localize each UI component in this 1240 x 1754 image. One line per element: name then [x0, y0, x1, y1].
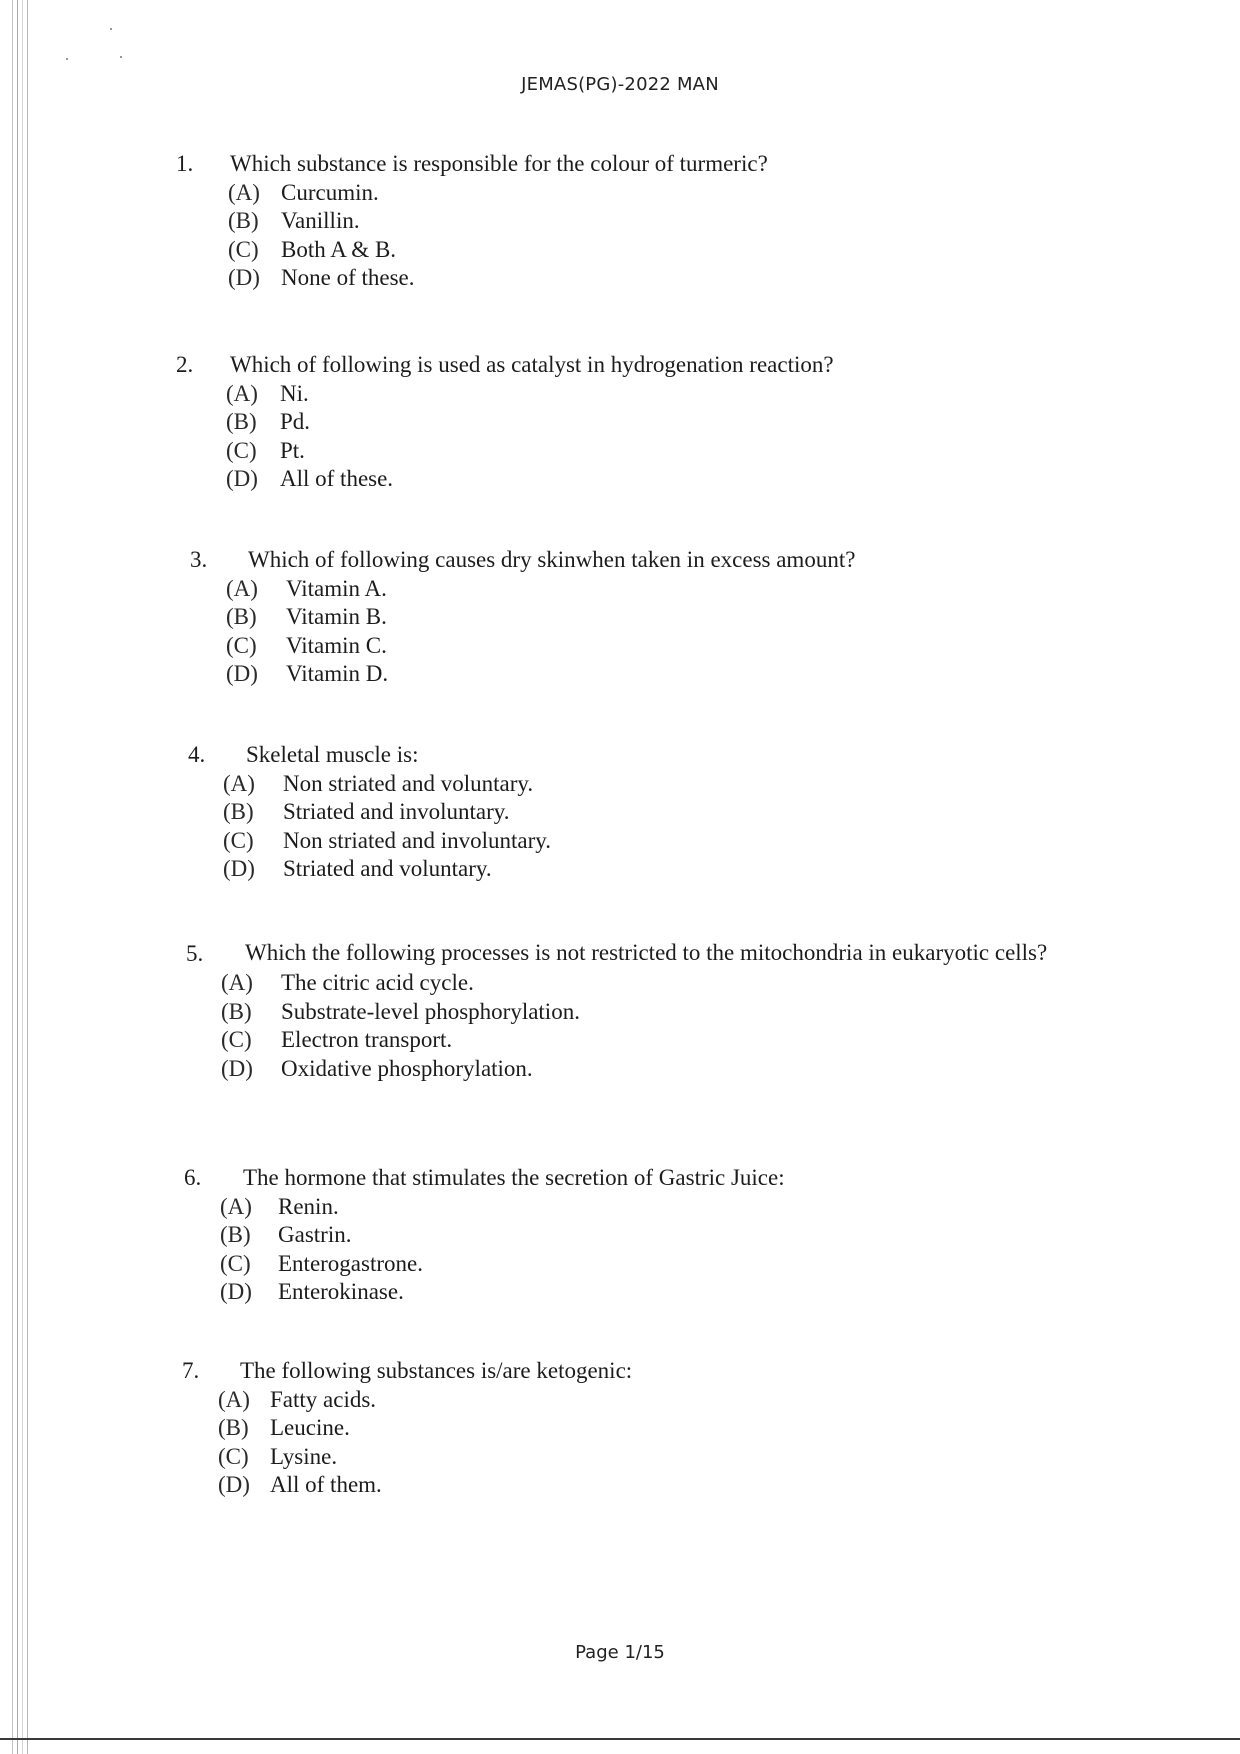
question-stem	[176, 150, 1096, 179]
option-letter: (C)	[226, 437, 257, 463]
option-letter: (A)	[226, 575, 258, 601]
option-letter: (B)	[220, 1222, 251, 1247]
option-c	[220, 1250, 1104, 1279]
option-a	[218, 1386, 1102, 1415]
option-b	[226, 603, 1110, 632]
option-letter: (A)	[223, 770, 255, 796]
question-stem	[184, 1164, 1104, 1193]
option-text: Leucine.	[270, 1415, 350, 1440]
option-text: All of these.	[280, 466, 394, 491]
question-1	[176, 150, 1096, 293]
option-letter: (D)	[220, 1279, 252, 1304]
question-text: The hormone that stimulates the secretion of Gastric Juice:	[243, 1165, 785, 1190]
option-b	[226, 408, 1096, 437]
option-text: Renin.	[278, 1193, 339, 1219]
question-stem	[176, 351, 1096, 380]
scan-binding-edge	[0, 0, 40, 1754]
option-letter: (A)	[228, 179, 260, 205]
scan-speck	[120, 56, 122, 58]
option-list	[176, 179, 1096, 293]
option-text: Oxidative phosphorylation.	[281, 1055, 533, 1081]
option-text: Pd.	[280, 409, 311, 434]
question-text: The following substances is/are ketogenic:	[240, 1358, 633, 1383]
option-b	[220, 1221, 1104, 1250]
option-list	[182, 1386, 1102, 1500]
option-text: Non striated and voluntary.	[283, 770, 534, 796]
question-6	[184, 1164, 1104, 1307]
question-number: 6.	[184, 1165, 202, 1190]
option-letter: (B)	[218, 1415, 249, 1440]
question-text: Skeletal muscle is:	[246, 742, 419, 767]
option-text: Ni.	[280, 380, 309, 406]
question-number: 3.	[190, 547, 208, 572]
option-text: Vitamin D.	[286, 661, 389, 686]
option-d	[220, 1278, 1104, 1307]
option-list	[184, 1193, 1104, 1307]
option-letter: (B)	[228, 208, 259, 233]
option-text: Vitamin C.	[286, 632, 387, 658]
option-d	[223, 855, 1108, 884]
question-number: 1.	[176, 151, 194, 176]
option-text: The citric acid cycle.	[281, 970, 474, 995]
option-letter: (A)	[220, 1193, 252, 1219]
option-c	[221, 1026, 1106, 1055]
option-text: Gastrin.	[278, 1222, 352, 1247]
question-text: Which substance is responsible for the colour of turmeric?	[230, 151, 768, 176]
option-letter: (D)	[218, 1472, 250, 1497]
option-text: Enterogastrone.	[278, 1250, 423, 1276]
option-d	[226, 465, 1096, 494]
option-c	[218, 1443, 1102, 1472]
option-letter: (C)	[220, 1250, 251, 1276]
scan-speck	[110, 28, 112, 30]
option-c	[226, 437, 1096, 466]
question-number: 2.	[176, 352, 194, 377]
option-text: Both A & B.	[281, 236, 397, 262]
option-letter: (A)	[218, 1386, 250, 1412]
option-a	[226, 575, 1110, 604]
option-list	[188, 770, 1108, 884]
option-b	[223, 798, 1108, 827]
option-text: None of these.	[281, 265, 415, 290]
option-letter: (D)	[228, 265, 260, 290]
option-d	[226, 660, 1110, 689]
question-stem	[186, 940, 1106, 969]
option-text: Non striated and involuntary.	[283, 827, 552, 853]
question-5	[186, 940, 1106, 1083]
question-number: 5.	[186, 941, 204, 966]
question-stem	[190, 546, 1110, 575]
question-3	[190, 546, 1110, 689]
option-letter: (C)	[226, 632, 257, 658]
option-text: Striated and voluntary.	[283, 856, 492, 881]
option-text: Enterokinase.	[278, 1279, 404, 1304]
scan-speck	[66, 58, 68, 60]
option-d	[221, 1055, 1106, 1084]
option-a	[220, 1193, 1104, 1222]
option-text: Lysine.	[270, 1443, 338, 1469]
option-text: Vanillin.	[281, 208, 360, 233]
option-d	[228, 264, 1096, 293]
option-a	[223, 770, 1108, 799]
option-list	[186, 969, 1106, 1083]
option-text: Electron transport.	[281, 1027, 453, 1052]
option-d	[218, 1471, 1102, 1500]
option-text: Curcumin.	[281, 179, 379, 205]
option-text: All of them.	[270, 1472, 382, 1497]
scan-bottom-edge	[0, 1738, 1240, 1740]
option-text: Fatty acids.	[270, 1386, 377, 1412]
question-4	[188, 741, 1108, 884]
option-letter: (D)	[226, 466, 258, 491]
option-letter: (B)	[221, 998, 252, 1024]
option-b	[228, 207, 1096, 236]
option-letter: (C)	[223, 827, 254, 853]
option-text: Substrate-level phosphorylation.	[281, 998, 580, 1024]
question-text: Which the following processes is not restricted to the mitochondria in eukaryotic cells?	[245, 940, 1048, 965]
option-text: Striated and involuntary.	[283, 799, 510, 824]
option-letter: (D)	[226, 661, 258, 686]
question-7	[182, 1357, 1102, 1500]
option-a	[226, 380, 1096, 409]
option-b	[218, 1414, 1102, 1443]
option-letter: (B)	[223, 799, 254, 824]
option-letter: (A)	[226, 380, 258, 406]
option-c	[226, 632, 1110, 661]
option-letter: (C)	[218, 1443, 249, 1469]
option-letter: (C)	[228, 236, 259, 262]
option-a	[221, 969, 1106, 998]
option-letter: (D)	[221, 1055, 253, 1081]
question-number: 7.	[182, 1358, 200, 1383]
option-c	[223, 827, 1108, 856]
option-text: Pt.	[280, 437, 305, 463]
question-text: Which of following causes dry skinwhen taken in excess amount?	[248, 547, 856, 572]
option-text: Vitamin B.	[286, 604, 387, 629]
option-a	[228, 179, 1096, 208]
option-b	[221, 998, 1106, 1027]
option-letter: (B)	[226, 604, 257, 629]
question-stem	[188, 741, 1108, 770]
option-list	[176, 380, 1096, 494]
option-letter: (C)	[221, 1027, 252, 1052]
page-header: JEMAS(PG)-2022 MAN	[521, 74, 719, 95]
page-number: Page 1/15	[575, 1642, 665, 1663]
option-list	[190, 575, 1110, 689]
option-c	[228, 236, 1096, 265]
question-number: 4.	[188, 742, 206, 767]
option-letter: (B)	[226, 409, 257, 434]
question-stem	[182, 1357, 1102, 1386]
question-text: Which of following is used as catalyst in hydrogenation reaction?	[230, 352, 834, 377]
option-letter: (A)	[221, 970, 253, 995]
option-letter: (D)	[223, 856, 255, 881]
option-text: Vitamin A.	[286, 575, 387, 601]
question-2	[176, 351, 1096, 494]
